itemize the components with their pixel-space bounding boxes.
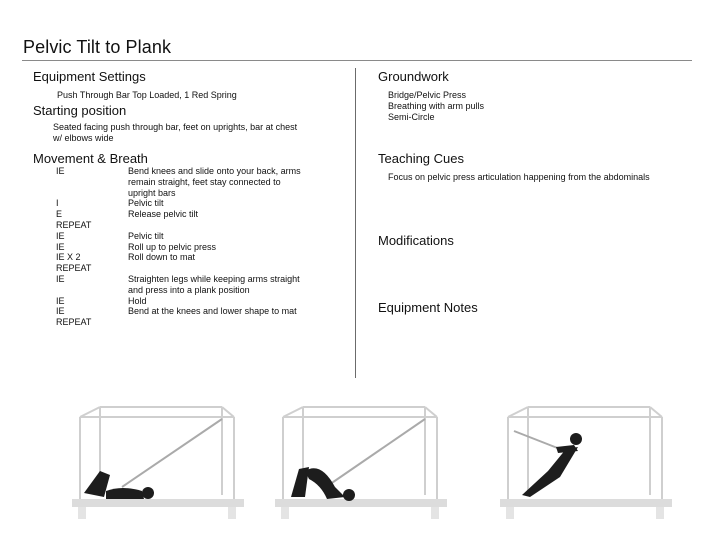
- movement-step: upright bars: [128, 187, 176, 198]
- breath-column: [56, 166, 122, 328]
- breath-cue: IE: [56, 273, 65, 284]
- movement-step: [128, 220, 328, 231]
- pelvic-press-photo: [265, 405, 455, 520]
- movement-step: Roll up to pelvic press: [128, 241, 217, 252]
- movement-step: remain straight, feet stay connected to: [128, 176, 281, 187]
- cadillac-mat: [500, 499, 672, 507]
- page-title: Pelvic Tilt to Plank: [23, 37, 172, 57]
- cadillac-mat: [275, 499, 447, 507]
- breath-cue: IE: [56, 295, 65, 306]
- breath-cue: IE X 2: [56, 252, 81, 263]
- movement-step: Pelvic tilt: [128, 198, 164, 209]
- cadillac-leg: [228, 507, 236, 519]
- starting-position-heading: Starting position: [33, 103, 127, 118]
- breath-cue: [56, 177, 122, 188]
- breath-cue: [56, 188, 122, 199]
- cadillac-leg: [78, 507, 86, 519]
- movement-step: Bend at the knees and lower shape to mat: [128, 306, 297, 317]
- equipment-settings-heading: Equipment Settings: [33, 69, 146, 84]
- movement-step: Hold: [128, 295, 147, 306]
- movement-step: [128, 263, 328, 274]
- movement-column: [128, 166, 328, 317]
- cadillac-frame: [283, 407, 437, 505]
- column-divider: [355, 68, 356, 378]
- movement-step: Pelvic tilt: [128, 230, 164, 241]
- breath-cue: I: [56, 198, 59, 209]
- plank-photo: [490, 405, 680, 520]
- breath-cue: REPEAT: [56, 219, 92, 230]
- cadillac-leg: [506, 507, 514, 519]
- breath-cue: IE: [56, 230, 65, 241]
- equipment-notes-heading: Equipment Notes: [378, 300, 478, 315]
- starting-position-text: [53, 122, 297, 144]
- movement-step: and press into a plank position: [128, 284, 250, 295]
- groundwork-heading: Groundwork: [378, 69, 449, 84]
- cadillac-leg: [431, 507, 439, 519]
- figure-silhouette: [291, 467, 355, 501]
- cadillac-leg: [656, 507, 664, 519]
- breath-cue: [56, 285, 122, 296]
- equipment-settings-text: Push Through Bar Top Loaded, 1 Red Spring: [57, 90, 237, 100]
- cadillac-leg: [281, 507, 289, 519]
- teaching-cues-text: Focus on pelvic press articulation happening from the abdominals: [388, 172, 650, 182]
- starting-position-line: w/ elbows wide: [53, 133, 114, 143]
- modifications-heading: Modifications: [378, 233, 454, 248]
- breath-cue: E: [56, 209, 63, 220]
- breath-cue: IE: [56, 241, 65, 252]
- groundwork-item: Bridge/Pelvic Press: [388, 90, 467, 100]
- figure-silhouette: [84, 471, 154, 499]
- cadillac-mat: [72, 499, 244, 507]
- movement-breath-heading: Movement & Breath: [33, 151, 148, 166]
- starting-position-line: Seated facing push through bar, feet on uprights, bar at chest: [53, 122, 298, 132]
- breath-cue: REPEAT: [56, 263, 92, 274]
- movement-step: Release pelvic tilt: [128, 209, 199, 220]
- figure-silhouette: [522, 433, 582, 497]
- breath-cue: IE: [56, 166, 65, 176]
- movement-step: Roll down to mat: [128, 252, 196, 263]
- movement-step: Straighten legs while keeping arms straight: [128, 273, 300, 284]
- teaching-cues-heading: Teaching Cues: [378, 151, 464, 166]
- groundwork-item: Breathing with arm pulls: [388, 101, 485, 111]
- pelvic-tilt-photo: [62, 405, 252, 520]
- groundwork-item: Semi-Circle: [388, 112, 435, 122]
- breath-cue: REPEAT: [56, 317, 92, 328]
- movement-step: Bend knees and slide onto your back, arms: [128, 166, 301, 176]
- groundwork-list: [388, 90, 484, 123]
- title-rule: [22, 60, 692, 61]
- breath-cue: IE: [56, 306, 65, 317]
